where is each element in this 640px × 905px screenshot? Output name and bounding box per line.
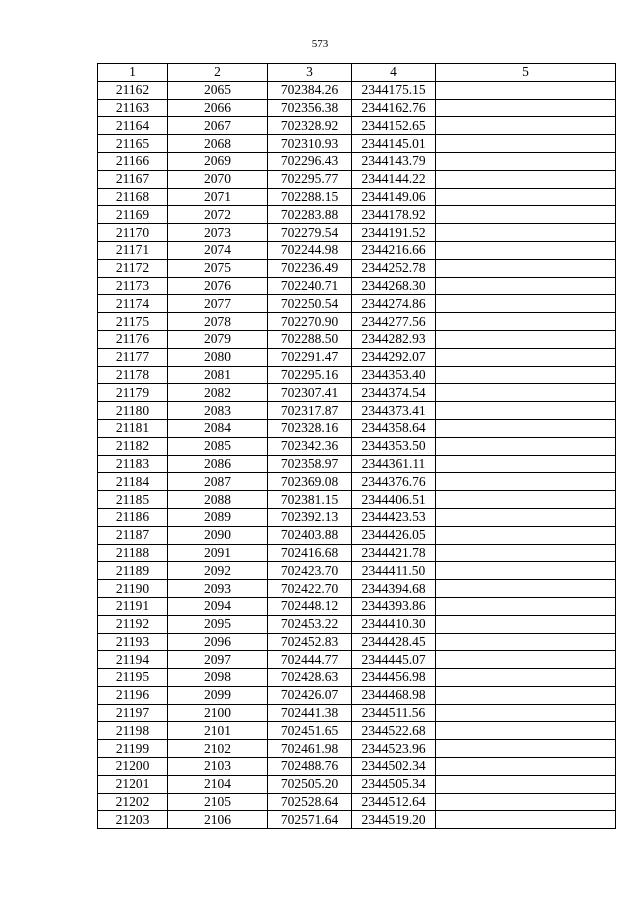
cell-point-number: 2068 [168,135,268,153]
cell-note [436,793,616,811]
table-row [98,473,616,491]
cell-x-coordinate: 702448.12 [268,597,352,615]
cell-y-coordinate: 2344358.64 [352,419,436,437]
cell-note [436,597,616,615]
cell-x-coordinate: 702328.92 [268,117,352,135]
cell-note [436,651,616,669]
cell-point-number: 2086 [168,455,268,473]
cell-point-number: 2084 [168,419,268,437]
cell-x-coordinate: 702295.77 [268,170,352,188]
cell-point-number: 2074 [168,241,268,259]
table-row [98,117,616,135]
cell-y-coordinate: 2344361.11 [352,455,436,473]
cell-note [436,722,616,740]
cell-note [436,259,616,277]
table-row [98,135,616,153]
table-row [98,295,616,313]
cell-x-coordinate: 702571.64 [268,811,352,829]
table-body [98,81,616,828]
cell-y-coordinate: 2344468.98 [352,686,436,704]
cell-note [436,277,616,295]
cell-note [436,402,616,420]
cell-row-number: 21193 [98,633,168,651]
table-header-row [98,64,616,82]
column-header-2: 2 [168,64,268,82]
cell-row-number: 21183 [98,455,168,473]
cell-x-coordinate: 702528.64 [268,793,352,811]
cell-note [436,437,616,455]
cell-x-coordinate: 702270.90 [268,313,352,331]
table-row [98,686,616,704]
cell-x-coordinate: 702422.70 [268,580,352,598]
cell-y-coordinate: 2344145.01 [352,135,436,153]
cell-y-coordinate: 2344512.64 [352,793,436,811]
cell-y-coordinate: 2344353.40 [352,366,436,384]
cell-note [436,152,616,170]
cell-point-number: 2085 [168,437,268,455]
cell-note [436,526,616,544]
cell-y-coordinate: 2344522.68 [352,722,436,740]
cell-row-number: 21188 [98,544,168,562]
cell-point-number: 2069 [168,152,268,170]
column-header-4: 4 [352,64,436,82]
cell-y-coordinate: 2344274.86 [352,295,436,313]
cell-y-coordinate: 2344445.07 [352,651,436,669]
cell-point-number: 2088 [168,491,268,509]
cell-x-coordinate: 702288.15 [268,188,352,206]
cell-point-number: 2093 [168,580,268,598]
cell-note [436,81,616,99]
table-row [98,526,616,544]
table-row [98,455,616,473]
table-row [98,188,616,206]
cell-row-number: 21202 [98,793,168,811]
table-row [98,562,616,580]
cell-x-coordinate: 702441.38 [268,704,352,722]
cell-row-number: 21187 [98,526,168,544]
cell-row-number: 21172 [98,259,168,277]
cell-x-coordinate: 702392.13 [268,508,352,526]
table-row [98,259,616,277]
table-row [98,793,616,811]
cell-note [436,135,616,153]
table-row [98,615,616,633]
cell-y-coordinate: 2344149.06 [352,188,436,206]
cell-point-number: 2082 [168,384,268,402]
cell-note [436,544,616,562]
cell-point-number: 2096 [168,633,268,651]
cell-x-coordinate: 702296.43 [268,152,352,170]
cell-row-number: 21190 [98,580,168,598]
cell-row-number: 21196 [98,686,168,704]
cell-x-coordinate: 702358.97 [268,455,352,473]
cell-note [436,491,616,509]
cell-point-number: 2077 [168,295,268,313]
table-row [98,704,616,722]
cell-y-coordinate: 2344175.15 [352,81,436,99]
cell-point-number: 2097 [168,651,268,669]
cell-row-number: 21168 [98,188,168,206]
cell-y-coordinate: 2344511.56 [352,704,436,722]
cell-x-coordinate: 702416.68 [268,544,352,562]
cell-x-coordinate: 702461.98 [268,740,352,758]
cell-y-coordinate: 2344376.76 [352,473,436,491]
cell-point-number: 2089 [168,508,268,526]
column-header-3: 3 [268,64,352,82]
cell-row-number: 21200 [98,758,168,776]
cell-point-number: 2087 [168,473,268,491]
cell-point-number: 2066 [168,99,268,117]
cell-note [436,295,616,313]
cell-point-number: 2072 [168,206,268,224]
cell-row-number: 21198 [98,722,168,740]
cell-x-coordinate: 702453.22 [268,615,352,633]
cell-y-coordinate: 2344178.92 [352,206,436,224]
cell-y-coordinate: 2344406.51 [352,491,436,509]
cell-point-number: 2094 [168,597,268,615]
cell-point-number: 2091 [168,544,268,562]
cell-y-coordinate: 2344373.41 [352,402,436,420]
cell-point-number: 2079 [168,330,268,348]
cell-y-coordinate: 2344393.86 [352,597,436,615]
cell-note [436,686,616,704]
table-row [98,722,616,740]
cell-x-coordinate: 702426.07 [268,686,352,704]
cell-row-number: 21180 [98,402,168,420]
column-header-5: 5 [436,64,616,82]
cell-y-coordinate: 2344426.05 [352,526,436,544]
cell-point-number: 2067 [168,117,268,135]
cell-y-coordinate: 2344505.34 [352,775,436,793]
table-row [98,491,616,509]
cell-note [436,99,616,117]
cell-x-coordinate: 702452.83 [268,633,352,651]
cell-row-number: 21186 [98,508,168,526]
page-number: 573 [311,38,329,50]
cell-row-number: 21173 [98,277,168,295]
cell-row-number: 21179 [98,384,168,402]
cell-point-number: 2076 [168,277,268,295]
cell-note [436,241,616,259]
cell-note [436,455,616,473]
cell-point-number: 2106 [168,811,268,829]
cell-row-number: 21197 [98,704,168,722]
cell-note [436,384,616,402]
cell-row-number: 21195 [98,669,168,687]
table-row [98,811,616,829]
cell-point-number: 2101 [168,722,268,740]
cell-row-number: 21201 [98,775,168,793]
cell-y-coordinate: 2344152.65 [352,117,436,135]
cell-y-coordinate: 2344277.56 [352,313,436,331]
cell-note [436,473,616,491]
cell-x-coordinate: 702428.63 [268,669,352,687]
cell-y-coordinate: 2344523.96 [352,740,436,758]
cell-row-number: 21182 [98,437,168,455]
cell-point-number: 2075 [168,259,268,277]
cell-note [436,580,616,598]
cell-x-coordinate: 702288.50 [268,330,352,348]
cell-point-number: 2090 [168,526,268,544]
cell-y-coordinate: 2344144.22 [352,170,436,188]
cell-point-number: 2081 [168,366,268,384]
cell-x-coordinate: 702328.16 [268,419,352,437]
cell-row-number: 21164 [98,117,168,135]
cell-row-number: 21175 [98,313,168,331]
cell-note [436,758,616,776]
cell-x-coordinate: 702244.98 [268,241,352,259]
cell-x-coordinate: 702384.26 [268,81,352,99]
cell-row-number: 21184 [98,473,168,491]
cell-y-coordinate: 2344423.53 [352,508,436,526]
cell-point-number: 2102 [168,740,268,758]
cell-row-number: 21171 [98,241,168,259]
cell-point-number: 2095 [168,615,268,633]
table-row [98,170,616,188]
cell-y-coordinate: 2344428.45 [352,633,436,651]
cell-note [436,330,616,348]
cell-x-coordinate: 702295.16 [268,366,352,384]
cell-note [436,117,616,135]
table-row [98,651,616,669]
cell-y-coordinate: 2344292.07 [352,348,436,366]
cell-point-number: 2103 [168,758,268,776]
cell-x-coordinate: 702381.15 [268,491,352,509]
cell-row-number: 21169 [98,206,168,224]
table-row [98,384,616,402]
table-row [98,419,616,437]
cell-point-number: 2099 [168,686,268,704]
table-row [98,241,616,259]
cell-y-coordinate: 2344162.76 [352,99,436,117]
cell-row-number: 21191 [98,597,168,615]
cell-row-number: 21189 [98,562,168,580]
cell-note [436,704,616,722]
cell-x-coordinate: 702283.88 [268,206,352,224]
cell-note [436,313,616,331]
cell-x-coordinate: 702236.49 [268,259,352,277]
cell-point-number: 2070 [168,170,268,188]
cell-y-coordinate: 2344268.30 [352,277,436,295]
cell-row-number: 21176 [98,330,168,348]
table-row [98,775,616,793]
table-row [98,152,616,170]
cell-y-coordinate: 2344252.78 [352,259,436,277]
cell-row-number: 21203 [98,811,168,829]
cell-point-number: 2105 [168,793,268,811]
cell-y-coordinate: 2344519.20 [352,811,436,829]
cell-note [436,224,616,242]
cell-y-coordinate: 2344374.54 [352,384,436,402]
cell-x-coordinate: 702307.41 [268,384,352,402]
cell-y-coordinate: 2344456.98 [352,669,436,687]
cell-row-number: 21165 [98,135,168,153]
cell-point-number: 2078 [168,313,268,331]
cell-x-coordinate: 702291.47 [268,348,352,366]
table-row [98,206,616,224]
cell-x-coordinate: 702369.08 [268,473,352,491]
cell-point-number: 2073 [168,224,268,242]
cell-row-number: 21199 [98,740,168,758]
cell-point-number: 2071 [168,188,268,206]
cell-x-coordinate: 702444.77 [268,651,352,669]
cell-point-number: 2098 [168,669,268,687]
table-row [98,633,616,651]
cell-y-coordinate: 2344191.52 [352,224,436,242]
cell-row-number: 21162 [98,81,168,99]
cell-point-number: 2083 [168,402,268,420]
table-row [98,277,616,295]
cell-y-coordinate: 2344353.50 [352,437,436,455]
cell-note [436,188,616,206]
cell-point-number: 2080 [168,348,268,366]
cell-point-number: 2092 [168,562,268,580]
cell-x-coordinate: 702423.70 [268,562,352,580]
cell-note [436,366,616,384]
cell-point-number: 2065 [168,81,268,99]
table-row [98,669,616,687]
table-row [98,740,616,758]
cell-x-coordinate: 702240.71 [268,277,352,295]
cell-x-coordinate: 702310.93 [268,135,352,153]
cell-row-number: 21178 [98,366,168,384]
cell-note [436,615,616,633]
cell-note [436,419,616,437]
cell-row-number: 21194 [98,651,168,669]
table-row [98,330,616,348]
cell-note [436,669,616,687]
cell-x-coordinate: 702317.87 [268,402,352,420]
cell-row-number: 21170 [98,224,168,242]
cell-x-coordinate: 702356.38 [268,99,352,117]
cell-y-coordinate: 2344410.30 [352,615,436,633]
cell-note [436,348,616,366]
cell-note [436,740,616,758]
cell-y-coordinate: 2344143.79 [352,152,436,170]
cell-x-coordinate: 702403.88 [268,526,352,544]
cell-row-number: 21185 [98,491,168,509]
table-row [98,313,616,331]
cell-note [436,775,616,793]
table-row [98,224,616,242]
cell-row-number: 21174 [98,295,168,313]
table-row [98,366,616,384]
cell-x-coordinate: 702488.76 [268,758,352,776]
column-header-1: 1 [98,64,168,82]
coordinates-table [97,63,616,829]
cell-row-number: 21177 [98,348,168,366]
table-row [98,508,616,526]
table-row [98,580,616,598]
cell-note [436,170,616,188]
table-row [98,758,616,776]
table-row [98,348,616,366]
cell-row-number: 21167 [98,170,168,188]
table-row [98,544,616,562]
cell-note [436,206,616,224]
cell-point-number: 2104 [168,775,268,793]
cell-x-coordinate: 702342.36 [268,437,352,455]
cell-x-coordinate: 702451.65 [268,722,352,740]
cell-y-coordinate: 2344411.50 [352,562,436,580]
cell-row-number: 21192 [98,615,168,633]
table-row [98,81,616,99]
cell-x-coordinate: 702250.54 [268,295,352,313]
cell-x-coordinate: 702505.20 [268,775,352,793]
cell-row-number: 21166 [98,152,168,170]
cell-note [436,811,616,829]
cell-y-coordinate: 2344394.68 [352,580,436,598]
cell-note [436,633,616,651]
cell-y-coordinate: 2344282.93 [352,330,436,348]
cell-y-coordinate: 2344216.66 [352,241,436,259]
cell-note [436,508,616,526]
cell-y-coordinate: 2344421.78 [352,544,436,562]
cell-point-number: 2100 [168,704,268,722]
cell-row-number: 21163 [98,99,168,117]
cell-x-coordinate: 702279.54 [268,224,352,242]
table-row [98,99,616,117]
table-row [98,402,616,420]
cell-y-coordinate: 2344502.34 [352,758,436,776]
cell-row-number: 21181 [98,419,168,437]
table-row [98,437,616,455]
table-row [98,597,616,615]
cell-note [436,562,616,580]
